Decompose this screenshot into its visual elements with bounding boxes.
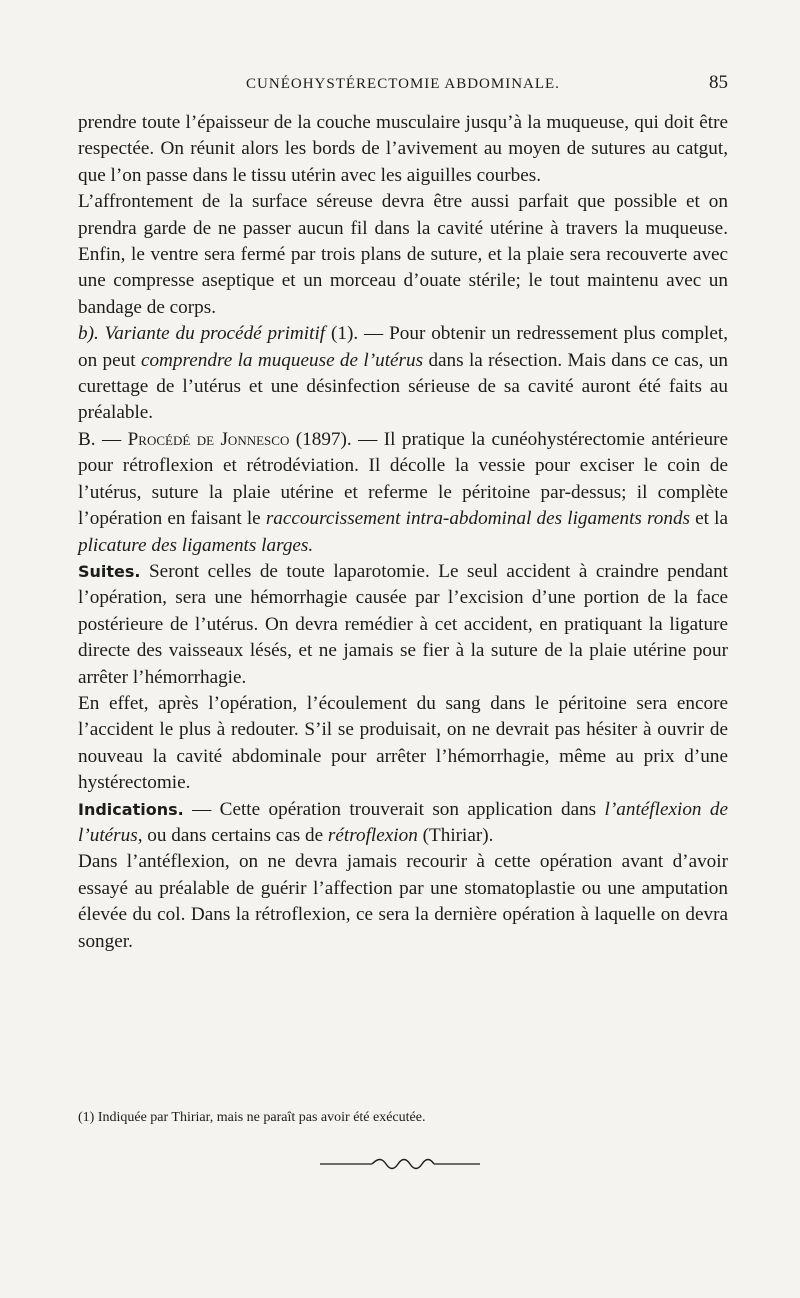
body-text [78, 110, 728, 955]
section-heading: Indications. [78, 799, 184, 819]
section-title: Variante du procédé primitif [104, 323, 326, 345]
paragraph-suites [78, 559, 728, 691]
emphasis: rétroflexion [327, 824, 418, 846]
section-title: B. — Procédé de Jonnesco (1897). [78, 428, 352, 450]
emphasis: raccourcissement intra-abdominal des ligaments ronds [265, 508, 691, 530]
text-run: — Cette opération trouverait son application dans [192, 798, 597, 820]
text-run: et la [695, 508, 728, 530]
paragraph-indications [78, 797, 728, 850]
paragraph: En effet, après l’opération, l’écoulement du sang dans le péritoine sera encore l’accident le plus à redouter. S’il se produisait, on ne devrait pas hésiter à ouvrir de nouveau la cavité abdominale pour arrêter l’hémorrhagie, même au prix d’une hystérectomie. [78, 692, 728, 794]
footnote-ref: (1). [331, 323, 359, 345]
page-number: 85 [709, 72, 728, 93]
emphasis: comprendre la muqueuse de l’utérus [140, 349, 424, 371]
running-head [78, 72, 728, 100]
emphasis: plicature des ligaments larges. [78, 534, 314, 556]
running-title: CUNÉOHYSTÉRECTOMIE ABDOMINALE. [246, 76, 560, 92]
item-label: b). [78, 323, 99, 345]
fleuron-ornament [320, 1157, 480, 1171]
text-run: — Il pratique la cunéohystérectomie antérieure pour rétroflexion et rétrodéviation. Il décolle la vessie pour exciser le coin de l’utérus, suture la plaie utérine et referme le péritoine par-dessus; il complète l’opération en faisant le [78, 428, 728, 530]
paragraph: Dans l’antéflexion, on ne devra jamais recourir à cette opération avant d’avoir essayé au préalable de guérir l’affection par une stomatoplastie ou une amputation élevée du col. Dans la rétroflexion, ce sera la dernière opération à laquelle on devra songer. [78, 851, 728, 952]
emphasis: l’antéflexion de l’utérus [78, 798, 729, 846]
paragraph: prendre toute l’épaisseur de la couche musculaire jusqu’à la muqueuse, qui doit être respectée. On réunit alors les bords de l’avivement au moyen de sutures au catgut, que l’on passe dans le tissu utérin avec les aiguilles courbes. [78, 112, 728, 186]
section-heading: Suites. [78, 561, 141, 581]
paragraph: L’affrontement de la surface séreuse devra être aussi parfait que possible et on prendra garde de ne passer aucun fil dans la cavité utérine à travers la muqueuse. Enfin, le ventre sera fermé par trois plans de suture, et la plaie sera recouverte avec une compresse aseptique et un morceau d’ouate stérile; le tout maintenu avec un bandage de corps. [78, 191, 728, 318]
text-run: — Pour obtenir un redressement plus complet, on peut [78, 323, 729, 371]
paragraph-jonnesco [78, 427, 728, 559]
text-run: Seront celles de toute laparotomie. Le seul accident à craindre pendant l’opération, sera une hémorrhagie causée par l’excision d’une portion de la face postérieure de l’utérus. On devra remédier à cet accident, en pratiquant la ligature directe des vaisseaux lésés, et ne jamais se fier à la suture de la plaie utérine pour arrêter l’hémorrhagie. [78, 560, 728, 688]
paragraph-variante [78, 321, 728, 427]
text-run: dans la résection. Mais dans ce cas, un curettage de l’utérus et une désinfection sérieuse de sa cavité auront été faits au préalable. [78, 349, 729, 424]
text-run: , ou dans certains cas de [137, 824, 324, 846]
text-run: (Thiriar). [422, 824, 494, 846]
footnote: (1) Indiquée par Thiriar, mais ne paraît pas avoir été exécutée. [78, 1110, 426, 1125]
